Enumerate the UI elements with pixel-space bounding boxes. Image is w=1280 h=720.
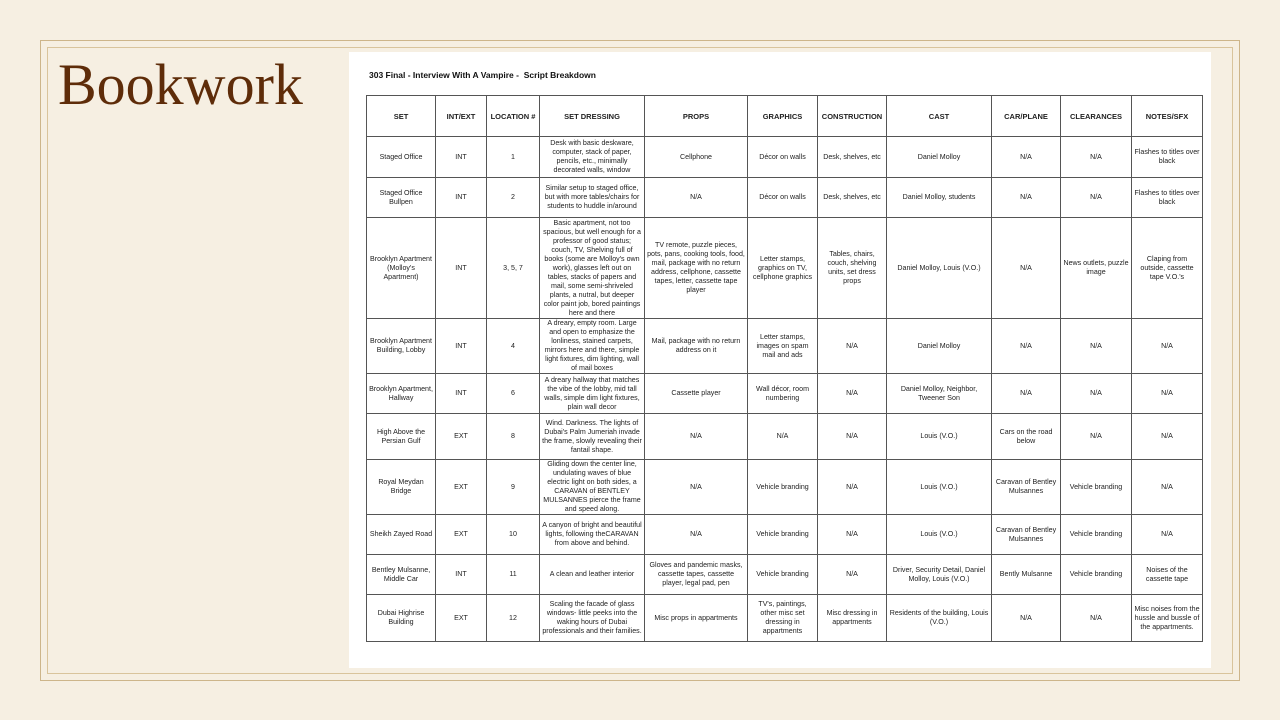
- cell-notes-sfx: Misc noises from the hussle and bussle of the appartments.: [1132, 595, 1203, 642]
- cell-int-ext: INT: [436, 218, 487, 319]
- cell-graphics: N/A: [748, 414, 818, 460]
- cell-location: 11: [487, 555, 540, 595]
- cell-cast: Daniel Molloy, Louis (V.O.): [887, 218, 992, 319]
- cell-location: 10: [487, 515, 540, 555]
- column-header-set: SET: [367, 96, 436, 137]
- cell-cast: Louis (V.O.): [887, 414, 992, 460]
- cell-cast: Louis (V.O.): [887, 460, 992, 515]
- cell-graphics: Vehicle branding: [748, 460, 818, 515]
- cell-graphics: TV's, paintings, other misc set dressing in appartments: [748, 595, 818, 642]
- cell-graphics: Wall décor, room numbering: [748, 374, 818, 414]
- cell-set: Brooklyn Apartment, Hallway: [367, 374, 436, 414]
- table-row: [367, 555, 1203, 595]
- cell-car-plane: N/A: [992, 319, 1061, 374]
- cell-clearances: N/A: [1061, 319, 1132, 374]
- cell-set: Brooklyn Apartment (Molloy's Apartment): [367, 218, 436, 319]
- cell-props: N/A: [645, 178, 748, 218]
- cell-location: 6: [487, 374, 540, 414]
- column-header-props: PROPS: [645, 96, 748, 137]
- cell-set-dressing: Similar setup to staged office, but with more tables/chairs for students to huddle in/around: [540, 178, 645, 218]
- cell-props: Gloves and pandemic masks, cassette tapes, cassette player, legal pad, pen: [645, 555, 748, 595]
- slide-title: Bookwork: [58, 52, 303, 117]
- cell-notes-sfx: N/A: [1132, 374, 1203, 414]
- table-row: [367, 178, 1203, 218]
- cell-clearances: N/A: [1061, 178, 1132, 218]
- cell-construction: Desk, shelves, etc: [818, 137, 887, 178]
- cell-int-ext: EXT: [436, 595, 487, 642]
- cell-cast: Daniel Molloy, Neighbor, Tweener Son: [887, 374, 992, 414]
- cell-set: Brooklyn Apartment Building, Lobby: [367, 319, 436, 374]
- cell-clearances: N/A: [1061, 137, 1132, 178]
- cell-set-dressing: Scaling the facade of glass windows- little peeks into the waking hours of Dubai professionals and their families.: [540, 595, 645, 642]
- cell-car-plane: N/A: [992, 218, 1061, 319]
- cell-car-plane: N/A: [992, 178, 1061, 218]
- cell-int-ext: INT: [436, 137, 487, 178]
- cell-cast: Daniel Molloy, students: [887, 178, 992, 218]
- cell-props: Mail, package with no return address on it: [645, 319, 748, 374]
- cell-construction: N/A: [818, 460, 887, 515]
- cell-notes-sfx: N/A: [1132, 319, 1203, 374]
- cell-set-dressing: A dreary, empty room. Large and open to emphasize the lonliness, stained carpets, mirrors here and there, simple light fixtures, dim lighting, wall of mail boxes: [540, 319, 645, 374]
- column-header-location: LOCATION #: [487, 96, 540, 137]
- cell-location: 9: [487, 460, 540, 515]
- cell-location: 4: [487, 319, 540, 374]
- cell-car-plane: N/A: [992, 374, 1061, 414]
- column-header-set-dressing: SET DRESSING: [540, 96, 645, 137]
- cell-set: Dubai Highrise Building: [367, 595, 436, 642]
- column-header-notes-sfx: NOTES/SFX: [1132, 96, 1203, 137]
- cell-car-plane: N/A: [992, 137, 1061, 178]
- cell-clearances: Vehicle branding: [1061, 515, 1132, 555]
- table-row: [367, 460, 1203, 515]
- cell-set: Staged Office: [367, 137, 436, 178]
- cell-notes-sfx: Flashes to titles over black: [1132, 178, 1203, 218]
- column-header-cast: CAST: [887, 96, 992, 137]
- table-row: [367, 374, 1203, 414]
- cell-props: Misc props in appartments: [645, 595, 748, 642]
- cell-props: N/A: [645, 414, 748, 460]
- cell-set: High Above the Persian Gulf: [367, 414, 436, 460]
- cell-construction: N/A: [818, 555, 887, 595]
- cell-int-ext: INT: [436, 374, 487, 414]
- cell-notes-sfx: N/A: [1132, 515, 1203, 555]
- cell-graphics: Vehicle branding: [748, 555, 818, 595]
- cell-props: N/A: [645, 460, 748, 515]
- cell-set: Royal Meydan Bridge: [367, 460, 436, 515]
- cell-int-ext: INT: [436, 319, 487, 374]
- table-header-row: [367, 96, 1203, 137]
- cell-graphics: Vehicle branding: [748, 515, 818, 555]
- table-body: [367, 137, 1203, 642]
- column-header-construction: CONSTRUCTION: [818, 96, 887, 137]
- cell-int-ext: INT: [436, 555, 487, 595]
- cell-construction: Tables, chairs, couch, shelving units, set dress props: [818, 218, 887, 319]
- cell-construction: N/A: [818, 515, 887, 555]
- cell-clearances: News outlets, puzzle image: [1061, 218, 1132, 319]
- cell-location: 3, 5, 7: [487, 218, 540, 319]
- cell-set-dressing: Gliding down the center line, undulating waves of blue electric light on both sides, a CARAVAN of BENTLEY MULSANNES pierce the frame and speed along.: [540, 460, 645, 515]
- cell-clearances: N/A: [1061, 595, 1132, 642]
- cell-set-dressing: Wind. Darkness. The lights of Dubai's Palm Jumeriah invade the frame, slowly revealing their fantail shape.: [540, 414, 645, 460]
- cell-set: Bentley Mulsanne, Middle Car: [367, 555, 436, 595]
- cell-graphics: Décor on walls: [748, 137, 818, 178]
- cell-cast: Daniel Molloy: [887, 319, 992, 374]
- cell-cast: Residents of the building, Louis (V.O.): [887, 595, 992, 642]
- table-row: [367, 515, 1203, 555]
- cell-clearances: N/A: [1061, 374, 1132, 414]
- cell-clearances: Vehicle branding: [1061, 555, 1132, 595]
- table-row: [367, 319, 1203, 374]
- cell-cast: Louis (V.O.): [887, 515, 992, 555]
- cell-car-plane: N/A: [992, 595, 1061, 642]
- cell-car-plane: Bently Mulsanne: [992, 555, 1061, 595]
- cell-set-dressing: A clean and leather interior: [540, 555, 645, 595]
- cell-int-ext: INT: [436, 178, 487, 218]
- cell-graphics: Décor on walls: [748, 178, 818, 218]
- table-row: [367, 218, 1203, 319]
- cell-location: 1: [487, 137, 540, 178]
- cell-props: Cellphone: [645, 137, 748, 178]
- table-row: [367, 137, 1203, 178]
- cell-set-dressing: A dreary hallway that matches the vibe of the lobby, mid tall walls, simple dim light fixtures, plain wall decor: [540, 374, 645, 414]
- cell-set-dressing: A canyon of bright and beautiful lights, following theCARAVAN from above and behind.: [540, 515, 645, 555]
- cell-construction: Desk, shelves, etc: [818, 178, 887, 218]
- cell-car-plane: Caravan of Bentley Mulsannes: [992, 515, 1061, 555]
- cell-int-ext: EXT: [436, 414, 487, 460]
- cell-props: TV remote, puzzle pieces, pots, pans, cooking tools, food, mail, package with no return address, cellphone, cassette tapes, letter, cassette tape player: [645, 218, 748, 319]
- cell-props: N/A: [645, 515, 748, 555]
- cell-notes-sfx: Noises of the cassette tape: [1132, 555, 1203, 595]
- cell-car-plane: Caravan of Bentley Mulsannes: [992, 460, 1061, 515]
- column-header-int-ext: INT/EXT: [436, 96, 487, 137]
- cell-int-ext: EXT: [436, 460, 487, 515]
- script-breakdown-document: [349, 52, 1211, 668]
- table-row: [367, 414, 1203, 460]
- cell-set: Staged Office Bullpen: [367, 178, 436, 218]
- cell-construction: N/A: [818, 319, 887, 374]
- cell-construction: Misc dressing in appartments: [818, 595, 887, 642]
- cell-location: 2: [487, 178, 540, 218]
- cell-set-dressing: Desk with basic deskware, computer, stack of paper, pencils, etc., minimally decorated walls, window: [540, 137, 645, 178]
- table-row: [367, 595, 1203, 642]
- cell-notes-sfx: N/A: [1132, 414, 1203, 460]
- column-header-graphics: GRAPHICS: [748, 96, 818, 137]
- cell-construction: N/A: [818, 414, 887, 460]
- document-heading: 303 Final - Interview With A Vampire - Script Breakdown: [369, 70, 596, 80]
- cell-clearances: N/A: [1061, 414, 1132, 460]
- cell-set: Sheikh Zayed Road: [367, 515, 436, 555]
- cell-car-plane: Cars on the road below: [992, 414, 1061, 460]
- cell-cast: Daniel Molloy: [887, 137, 992, 178]
- script-breakdown-table: [366, 95, 1203, 642]
- cell-location: 12: [487, 595, 540, 642]
- cell-notes-sfx: Flashes to titles over black: [1132, 137, 1203, 178]
- cell-notes-sfx: N/A: [1132, 460, 1203, 515]
- cell-set-dressing: Basic apartment, not too spacious, but well enough for a professor of good status; couch, TV, Shelving full of books (some are Molloy's own work), glasses left out on tables, stacks of papers and mail, some semi-shriveled plants, a nutral, but deeper color paint job, bored paintings here and there: [540, 218, 645, 319]
- cell-cast: Driver, Security Detail, Daniel Molloy, Louis (V.O.): [887, 555, 992, 595]
- cell-notes-sfx: Claping from outside, cassette tape V.O.'s: [1132, 218, 1203, 319]
- cell-clearances: Vehicle branding: [1061, 460, 1132, 515]
- cell-graphics: Letter stamps, images on spam mail and ads: [748, 319, 818, 374]
- column-header-clearances: CLEARANCES: [1061, 96, 1132, 137]
- cell-construction: N/A: [818, 374, 887, 414]
- column-header-car-plane: CAR/PLANE: [992, 96, 1061, 137]
- cell-props: Cassette player: [645, 374, 748, 414]
- cell-location: 8: [487, 414, 540, 460]
- cell-int-ext: EXT: [436, 515, 487, 555]
- cell-graphics: Letter stamps, graphics on TV, cellphone graphics: [748, 218, 818, 319]
